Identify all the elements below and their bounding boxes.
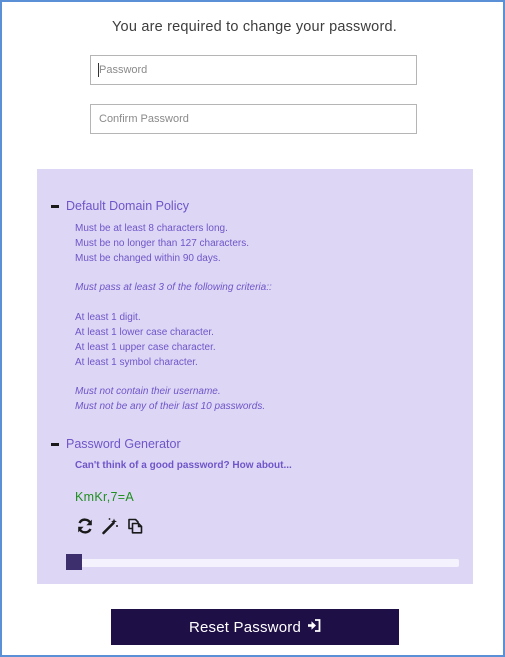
sign-in-icon <box>307 619 321 636</box>
confirm-password-input[interactable] <box>90 104 417 134</box>
generator-prompt: Can't think of a good password? How about... <box>75 460 292 471</box>
page-title: You are required to change your password. <box>112 19 397 35</box>
criteria-item: At least 1 lower case character. <box>75 327 214 338</box>
criteria-list <box>75 310 216 370</box>
restriction-item: Must not contain their username. <box>75 386 221 397</box>
policy-rules <box>75 221 249 266</box>
collapse-minus-icon <box>51 443 59 446</box>
criteria-intro: Must pass at least 3 of the following criteria:: <box>75 282 272 293</box>
rule-item: Must be at least 8 characters long. <box>75 223 228 234</box>
restriction-item: Must not be any of their last 10 passwords. <box>75 401 266 412</box>
refresh-icon[interactable] <box>75 516 94 535</box>
criteria-item: At least 1 symbol character. <box>75 357 198 368</box>
password-input[interactable] <box>90 55 417 85</box>
reset-password-button[interactable] <box>111 609 399 645</box>
reset-password-label: Reset Password <box>188 618 301 636</box>
policy-section-toggle[interactable] <box>51 198 189 214</box>
policy-title: Default Domain Policy <box>66 199 189 213</box>
rule-item: Must be no longer than 127 characters. <box>75 238 249 249</box>
generated-password: KmKr,7=A <box>75 490 135 504</box>
generator-section-toggle[interactable] <box>51 436 181 452</box>
generator-tools <box>75 516 144 535</box>
length-slider-handle[interactable] <box>66 554 82 570</box>
criteria-intro-block <box>75 280 272 295</box>
restrictions-list <box>75 384 265 414</box>
rule-item: Must be changed within 90 days. <box>75 253 221 264</box>
length-slider-track[interactable] <box>69 559 459 567</box>
collapse-minus-icon <box>51 205 59 208</box>
generator-title: Password Generator <box>66 437 181 451</box>
text-cursor <box>98 63 99 77</box>
copy-icon[interactable] <box>125 516 144 535</box>
magic-wand-icon[interactable] <box>100 516 119 535</box>
criteria-item: At least 1 upper case character. <box>75 342 216 353</box>
criteria-item: At least 1 digit. <box>75 312 141 323</box>
policy-panel <box>37 169 473 584</box>
